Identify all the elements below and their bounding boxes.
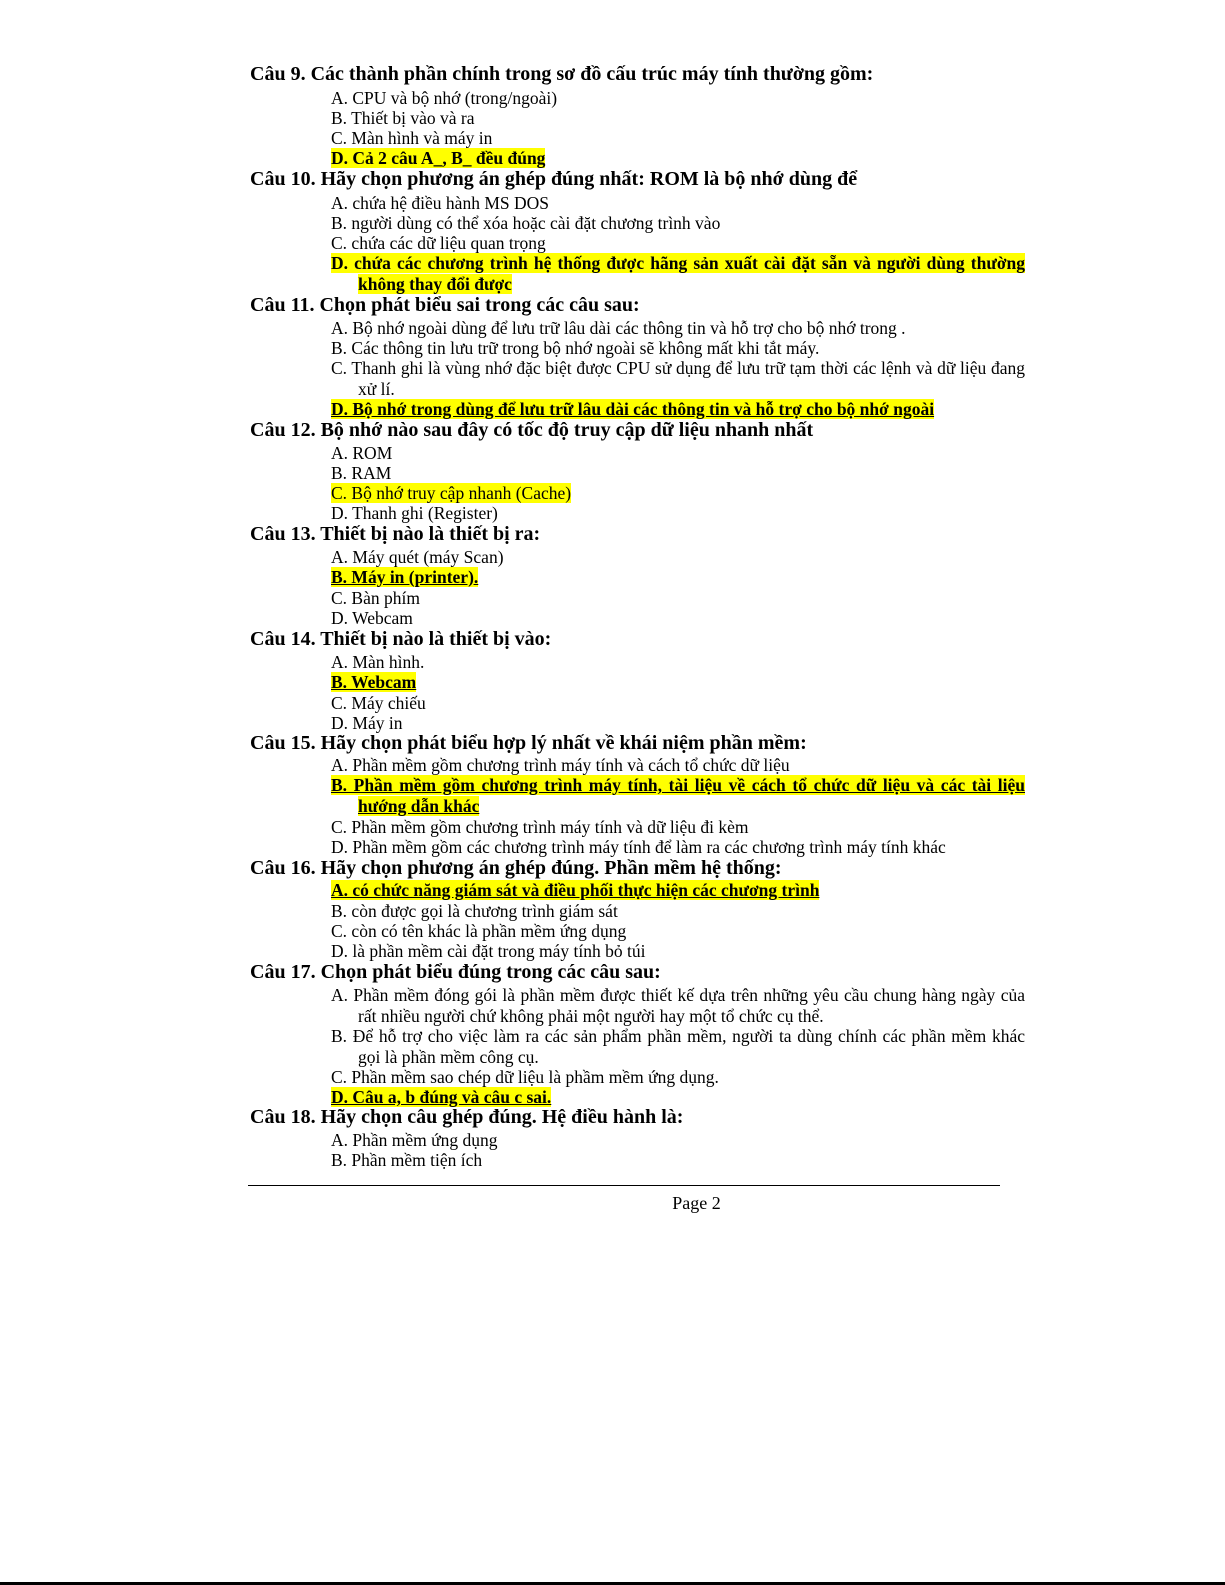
question-15-option-d: D. Phần mềm gồm các chương trình máy tính để làm ra các chương trình máy tính khác: [331, 837, 946, 857]
question-13-option-d: D. Webcam: [331, 608, 413, 628]
question-9-option-d-correct: [331, 148, 998, 169]
page-number: Page 2: [672, 1193, 721, 1213]
question-18-title: Câu 18. Hãy chọn câu ghép đúng. Hệ điều hành là:: [250, 1106, 684, 1128]
question-12-title: Câu 12. Bộ nhớ nào sau đây có tốc độ truy cập dữ liệu nhanh nhất: [250, 419, 814, 441]
question-12-option-c-correct: [331, 483, 998, 504]
question-13-option-b-correct: [331, 567, 998, 588]
answer-highlight: A. có chức năng giám sát và điều phối thực hiện các chương trình: [331, 880, 820, 900]
question-17-option-c: C. Phần mềm sao chép dữ liệu là phầm mềm ứng dụng.: [331, 1067, 719, 1087]
question-11-option-b: B. Các thông tin lưu trữ trong bộ nhớ ngoài sẽ không mất khi tắt máy.: [331, 338, 820, 358]
question-15-option-c: C. Phần mềm gồm chương trình máy tính và dữ liệu đi kèm: [331, 817, 749, 837]
answer-highlight: C. Bộ nhớ truy cập nhanh (Cache): [331, 483, 572, 503]
question-10-option-d-correct: [331, 253, 1025, 294]
question-15-option-a: A. Phần mềm gồm chương trình máy tính và cách tổ chức dữ liệu: [331, 755, 790, 775]
question-12-option-d: D. Thanh ghi (Register): [331, 503, 498, 523]
question-10-option-b: B. người dùng có thể xóa hoặc cài đặt chương trình vào: [331, 213, 721, 233]
answer-highlight: D. Câu a, b đúng và câu c sai.: [331, 1087, 552, 1107]
answer-highlight: D. chứa các chương trình hệ thống được hãng sản xuất cài đặt sẵn và người dùng thường không thay đổi được: [331, 253, 1025, 294]
question-16-title: Câu 16. Hãy chọn phương án ghép đúng. Phần mềm hệ thống:: [250, 857, 782, 879]
question-9-option-c: C. Màn hình và máy in: [331, 128, 493, 148]
question-12-option-b: B. RAM: [331, 463, 392, 483]
question-17-title: Câu 17. Chọn phát biểu đúng trong các câu sau:: [250, 961, 661, 983]
question-14-option-c: C. Máy chiếu: [331, 693, 426, 713]
question-9-option-b: B. Thiết bị vào và ra: [331, 108, 475, 128]
question-9-option-a: A. CPU và bộ nhớ (trong/ngoài): [331, 88, 558, 108]
question-16-option-b: B. còn được gọi là chương trình giám sát: [331, 901, 618, 921]
footer-divider: [248, 1185, 1000, 1186]
question-17-option-a: A. Phần mềm đóng gói là phần mềm được thiết kế dựa trên những yêu cầu chung hàng ngày của rất nhiều người chứ không phải một người hay một tổ chức cụ thể.: [331, 985, 1025, 1026]
question-16-option-a-correct: [331, 880, 998, 901]
answer-highlight: D. Cả 2 câu A_, B_ đều đúng: [331, 148, 546, 168]
question-14-option-b-correct: [331, 672, 998, 693]
question-13-option-a: A. Máy quét (máy Scan): [331, 547, 504, 567]
question-10-option-a: A. chứa hệ điều hành MS DOS: [331, 193, 549, 213]
question-15-title: Câu 15. Hãy chọn phát biểu hợp lý nhất về khái niệm phần mềm:: [250, 732, 807, 754]
question-11-option-d-correct: [331, 399, 998, 420]
question-16-option-d: D. là phần mềm cài đặt trong máy tính bỏ túi: [331, 941, 646, 961]
question-17-option-b: B. Để hỗ trợ cho việc làm ra các sản phẩm phần mềm, người ta dùng chính các phần mềm khác gọi là phần mềm công cụ.: [331, 1026, 1025, 1067]
question-10-title: Câu 10. Hãy chọn phương án ghép đúng nhất: ROM là bộ nhớ dùng để: [250, 168, 858, 190]
question-11-option-a: A. Bộ nhớ ngoài dùng để lưu trữ lâu dài các thông tin và hỗ trợ cho bộ nhớ trong .: [331, 318, 906, 338]
question-16-option-c: C. còn có tên khác là phần mềm ứng dụng: [331, 921, 627, 941]
question-17-option-d-correct: [331, 1087, 998, 1108]
answer-highlight: D. Bộ nhớ trong dùng để lưu trữ lâu dài các thông tin và hỗ trợ cho bộ nhớ ngoài: [331, 399, 935, 419]
question-11-title: Câu 11. Chọn phát biểu sai trong các câu sau:: [250, 294, 640, 316]
question-11-option-c: C. Thanh ghi là vùng nhớ đặc biệt được CPU sử dụng để lưu trữ tạm thời các lệnh và dữ liệu đang xử lí.: [331, 358, 1025, 399]
question-18-option-a: A. Phần mềm ứng dụng: [331, 1130, 498, 1150]
question-14-title: Câu 14. Thiết bị nào là thiết bị vào:: [250, 628, 552, 650]
question-13-title: Câu 13. Thiết bị nào là thiết bị ra:: [250, 523, 541, 545]
question-10-option-c: C. chứa các dữ liệu quan trọng: [331, 233, 546, 253]
question-15-option-b-correct: [331, 775, 1025, 816]
question-9-title: Câu 9. Các thành phần chính trong sơ đồ cấu trúc máy tính thường gồm:: [250, 63, 874, 85]
question-14-option-d: D. Máy in: [331, 713, 403, 733]
answer-highlight: B. Phần mềm gồm chương trình máy tính, tài liệu về cách tổ chức dữ liệu và các tài liệu hướng dẫn khác: [331, 775, 1025, 816]
question-14-option-a: A. Màn hình.: [331, 652, 425, 672]
answer-highlight: B. Máy in (printer).: [331, 567, 479, 587]
answer-highlight: B. Webcam: [331, 672, 417, 692]
question-18-option-b: B. Phần mềm tiện ích: [331, 1150, 483, 1170]
question-12-option-a: A. ROM: [331, 443, 393, 463]
question-13-option-c: C. Bàn phím: [331, 588, 420, 608]
